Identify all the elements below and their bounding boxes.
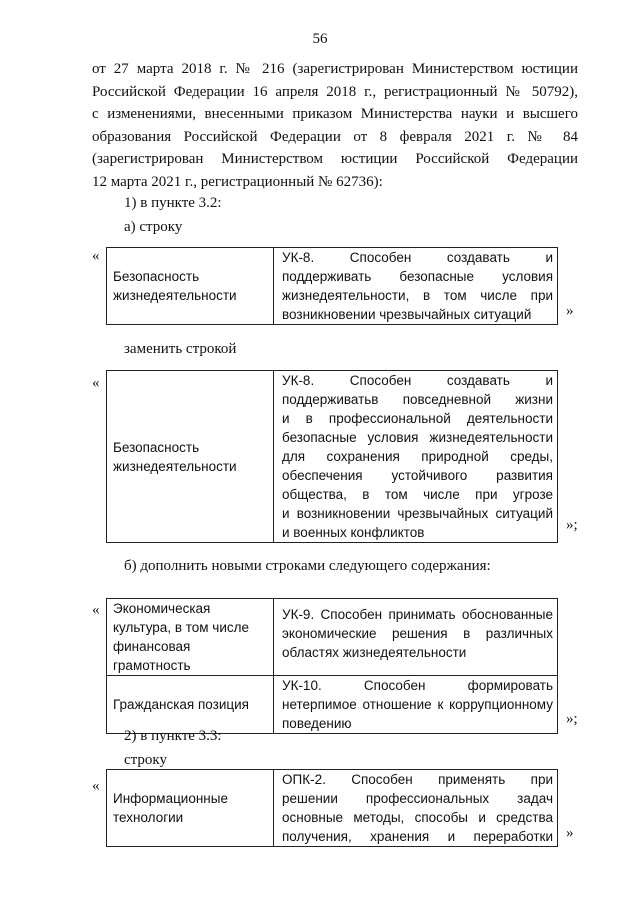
cell-line: жизнедеятельности bbox=[113, 288, 237, 303]
table-cell-category bbox=[107, 599, 274, 676]
cell-line: и в профессиональной деятельности bbox=[282, 411, 553, 426]
table-cell-competence bbox=[274, 371, 558, 543]
quote-close-semicolon: »; bbox=[566, 711, 578, 727]
cell-line: УК-8. Способен создавать и bbox=[282, 250, 553, 265]
cell-line: УК-8. Способен создавать и bbox=[282, 373, 553, 388]
cell-line: культура, в том числе bbox=[113, 620, 250, 635]
cell-line: Информационные bbox=[113, 791, 228, 806]
cell-line: поддерживать безопасные условия bbox=[282, 269, 553, 284]
item-1-heading: 1) в пункте 3.2: bbox=[124, 195, 222, 211]
cell-line: для сохранения природной среды, bbox=[282, 449, 553, 464]
item-1a-heading: а) строку bbox=[124, 219, 183, 235]
quote-close: » bbox=[566, 303, 574, 319]
item-1b-heading: б) дополнить новыми строками следующего содержания: bbox=[124, 558, 491, 574]
cell-line: УК-10. Способен формировать bbox=[282, 678, 553, 693]
cell-line: и возникновении чрезвычайных ситуаций bbox=[282, 506, 553, 521]
intro-line: с изменениями, внесенными приказом Министерства науки и высшего bbox=[92, 106, 578, 122]
cell-line: Гражданская позиция bbox=[113, 697, 249, 712]
cell-line: экономические решения в различных bbox=[282, 626, 553, 641]
cell-line: основные методы, способы и средства bbox=[282, 810, 553, 825]
table-row-uk9 bbox=[107, 599, 558, 676]
cell-line: жизнедеятельности bbox=[113, 458, 237, 474]
cell-line: жизнедеятельности, в том числе при bbox=[282, 288, 553, 303]
cell-line: УК-9. Способен принимать обоснованные bbox=[282, 607, 553, 622]
table-cell-category bbox=[107, 770, 274, 847]
cell-line: поддерживатьв повседневной жизни bbox=[282, 392, 553, 407]
quote-open: « bbox=[92, 248, 100, 264]
cell-line: безопасные условия жизнедеятельности bbox=[282, 430, 553, 445]
cell-line: областях жизнедеятельности bbox=[282, 645, 467, 660]
table-row-opk2 bbox=[106, 769, 558, 847]
cell-line: грамотность bbox=[113, 658, 191, 673]
cell-line: Безопасность bbox=[113, 269, 200, 284]
cell-line: получения, хранения и переработки bbox=[282, 829, 553, 844]
quote-open: « bbox=[92, 778, 100, 794]
table-cell-competence bbox=[274, 248, 558, 325]
cell-line: общества, в том числе при угрозе bbox=[282, 487, 553, 502]
table-row-uk10 bbox=[107, 676, 558, 734]
item-2-row-text: строку bbox=[124, 752, 167, 768]
table-cell-category bbox=[107, 371, 274, 543]
cell-line: Экономическая bbox=[113, 601, 211, 616]
table-cell-category bbox=[107, 676, 274, 734]
intro-line: 12 марта 2021 г., регистрационный № 62736): bbox=[92, 173, 383, 190]
cell-line: решении профессиональных задач bbox=[282, 791, 553, 806]
page-number: 56 bbox=[312, 31, 328, 47]
cell-line: и военных конфликтов bbox=[282, 525, 425, 540]
intro-paragraph bbox=[92, 58, 578, 193]
table-cell-competence bbox=[274, 599, 558, 676]
cell-line: ОПК-2. Способен применять при bbox=[282, 772, 553, 787]
table-row-old-uk8 bbox=[106, 247, 558, 325]
item-2-heading: 2) в пункте 3.3: bbox=[124, 728, 222, 744]
replace-with-text: заменить строкой bbox=[124, 341, 237, 357]
cell-line: нетерпимое отношение к коррупционному bbox=[282, 697, 553, 712]
quote-open: « bbox=[92, 375, 100, 391]
table-cell-competence bbox=[274, 676, 558, 734]
intro-line: образования Российской Федерации от 8 февраля 2021 г. № 84 bbox=[92, 128, 578, 145]
table-cell-category bbox=[107, 248, 274, 325]
quote-open: « bbox=[92, 602, 100, 618]
quote-close-semicolon: »; bbox=[566, 517, 578, 533]
cell-line: обеспечения устойчивого развития bbox=[282, 468, 553, 483]
cell-line: технологии bbox=[113, 810, 184, 825]
intro-line: от 27 марта 2018 г. № 216 (зарегистрирован Министерством юстиции bbox=[92, 61, 578, 77]
cell-line: поведению bbox=[282, 716, 352, 731]
table-row-new-uk8 bbox=[106, 370, 558, 543]
cell-line: Безопасность bbox=[113, 439, 200, 455]
cell-line: возникновении чрезвычайных ситуаций bbox=[282, 307, 532, 322]
intro-line: Российской Федерации 16 апреля 2018 г., регистрационный № 50792), bbox=[92, 83, 578, 100]
table-new-rows bbox=[106, 598, 558, 734]
cell-line: финансовая bbox=[113, 639, 191, 654]
quote-close: » bbox=[566, 825, 574, 841]
intro-line: (зарегистрирован Министерством юстиции Российской Федерации bbox=[92, 151, 578, 167]
table-cell-competence bbox=[274, 770, 558, 847]
